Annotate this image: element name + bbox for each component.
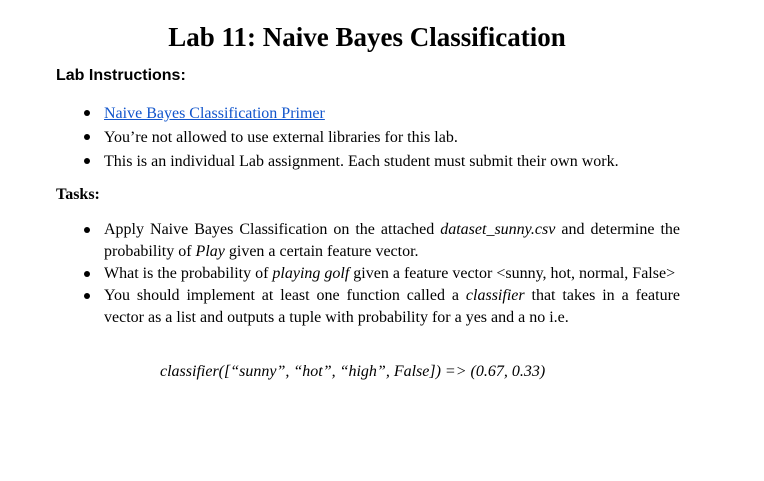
- instructions-list: [0, 102, 680, 174]
- text: Apply Naive Bayes Classification on the attached: [104, 221, 441, 238]
- tasks-heading: Tasks:: [56, 186, 100, 203]
- list-item: [0, 285, 680, 329]
- text: given a feature vector <sunny, hot, normal, False>: [349, 265, 676, 282]
- list-item: You’re not allowed to use external libraries for this lab.: [0, 126, 680, 150]
- list-item: [0, 102, 680, 126]
- page-title: Lab 11: Naive Bayes Classification: [168, 22, 566, 52]
- text: and determine the probability of: [104, 221, 680, 260]
- text: What is the probability of: [104, 265, 273, 282]
- tasks-list: [0, 219, 680, 329]
- list-item: This is an individual Lab assignment. Each student must submit their own work.: [0, 150, 680, 174]
- lab-instructions-heading: Lab Instructions:: [56, 67, 186, 84]
- classifier-example: classifier([“sunny”, “hot”, “high”, False]) => (0.67, 0.33): [160, 363, 546, 380]
- dataset-name: dataset_sunny.csv: [440, 221, 556, 238]
- list-item: [0, 263, 680, 285]
- list-item: [0, 219, 680, 263]
- playing-golf-term: playing golf: [272, 265, 350, 282]
- text: given a certain feature vector.: [224, 243, 419, 260]
- text: that takes in a feature vector as a list and outputs a tuple with probability for a yes and a no i.e.: [104, 287, 681, 326]
- classifier-term: classifier: [465, 287, 525, 304]
- play-term: Play: [195, 243, 225, 260]
- primer-link[interactable]: Naive Bayes Classification Primer: [104, 105, 325, 122]
- text: You should implement at least one function called a: [104, 287, 466, 304]
